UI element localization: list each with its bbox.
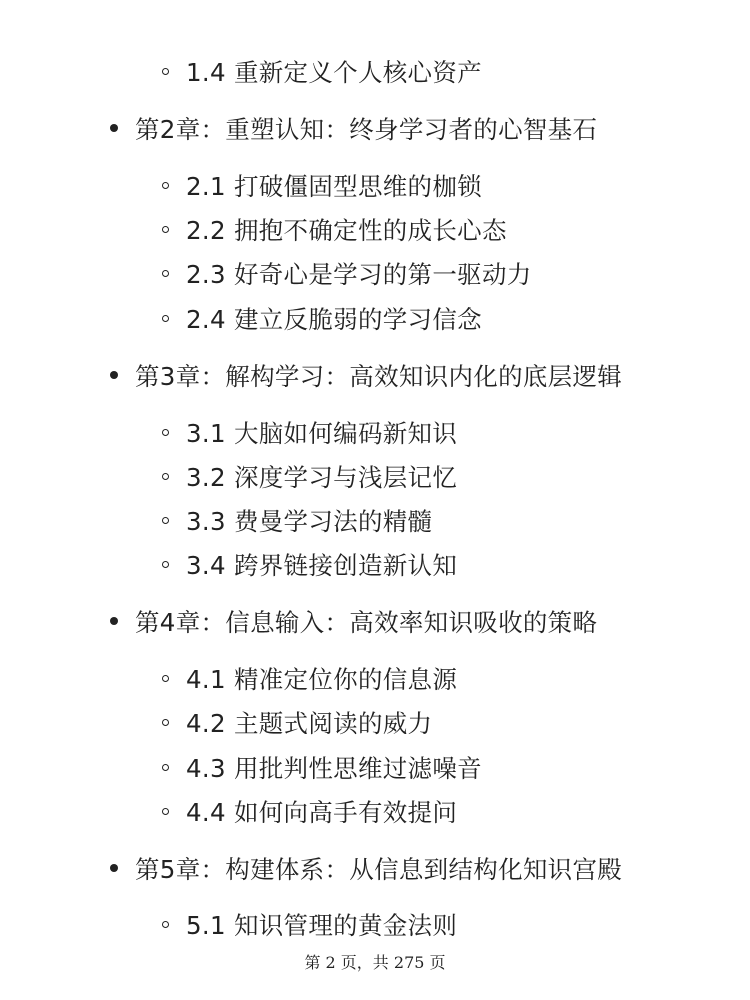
circle-bullet-icon (162, 808, 169, 815)
toc-section-label: 3.3 费曼学习法的精髓 (186, 506, 433, 536)
toc-section-label: 5.1 知识管理的黄金法则 (186, 910, 458, 940)
toc-section-item (162, 165, 482, 205)
toc-section-label: 2.2 拥抱不确定性的成长心态 (186, 215, 507, 245)
circle-bullet-icon (162, 517, 169, 524)
page-number-footer: 第 2 页，共 275 页 (304, 953, 446, 972)
circle-bullet-icon (162, 764, 169, 771)
toc-section-item (162, 412, 457, 452)
circle-bullet-icon (162, 315, 169, 322)
toc-section-label: 2.3 好奇心是学习的第一驱动力 (186, 259, 532, 289)
toc-section-label: 3.2 深度学习与浅层记忆 (186, 462, 458, 492)
toc-section-label: 4.1 精准定位你的信息源 (186, 664, 458, 694)
toc-section-label: 3.4 跨界链接创造新认知 (186, 550, 458, 580)
toc-section-label: 1.4 重新定义个人核心资产 (186, 57, 482, 87)
toc-chapter-item (110, 601, 597, 641)
toc-section-item (162, 500, 432, 540)
toc-chapter-item (110, 848, 622, 888)
toc-section-item (162, 747, 482, 787)
toc-section-item (162, 658, 457, 698)
toc-section-item (162, 544, 457, 584)
circle-bullet-icon (162, 473, 169, 480)
circle-bullet-icon (162, 270, 169, 277)
toc-section-label: 4.4 如何向高手有效提问 (186, 797, 458, 827)
disc-bullet-icon (110, 864, 118, 872)
circle-bullet-icon (162, 226, 169, 233)
toc-section-item (162, 298, 482, 338)
circle-bullet-icon (162, 68, 169, 75)
toc-chapter-label: 第5章：构建体系：从信息到结构化知识宫殿 (135, 854, 623, 884)
toc-chapter-label: 第2章：重塑认知：终身学习者的心智基石 (135, 114, 598, 144)
toc-section-item (162, 904, 457, 944)
circle-bullet-icon (162, 921, 169, 928)
disc-bullet-icon (110, 371, 118, 379)
toc-section-label: 2.1 打破僵固型思维的枷锁 (186, 171, 482, 201)
toc-section-label: 4.3 用批判性思维过滤噪音 (186, 753, 482, 783)
circle-bullet-icon (162, 719, 169, 726)
toc-chapter-item (110, 108, 597, 148)
toc-section-label: 3.1 大脑如何编码新知识 (186, 418, 458, 448)
toc-section-item (162, 51, 482, 91)
circle-bullet-icon (162, 561, 169, 568)
toc-chapter-label: 第4章：信息输入：高效率知识吸收的策略 (135, 607, 598, 637)
toc-section-item (162, 253, 532, 293)
toc-chapter-item (110, 355, 622, 395)
toc-section-item (162, 456, 457, 496)
disc-bullet-icon (110, 617, 118, 625)
disc-bullet-icon (110, 124, 118, 132)
circle-bullet-icon (162, 429, 169, 436)
toc-section-label: 4.2 主题式阅读的威力 (186, 708, 433, 738)
toc-section-label: 2.4 建立反脆弱的学习信念 (186, 304, 482, 334)
circle-bullet-icon (162, 675, 169, 682)
toc-chapter-label: 第3章：解构学习：高效知识内化的底层逻辑 (135, 361, 623, 391)
toc-section-item (162, 791, 457, 831)
toc-section-item (162, 702, 432, 742)
toc-section-item (162, 209, 507, 249)
circle-bullet-icon (162, 182, 169, 189)
